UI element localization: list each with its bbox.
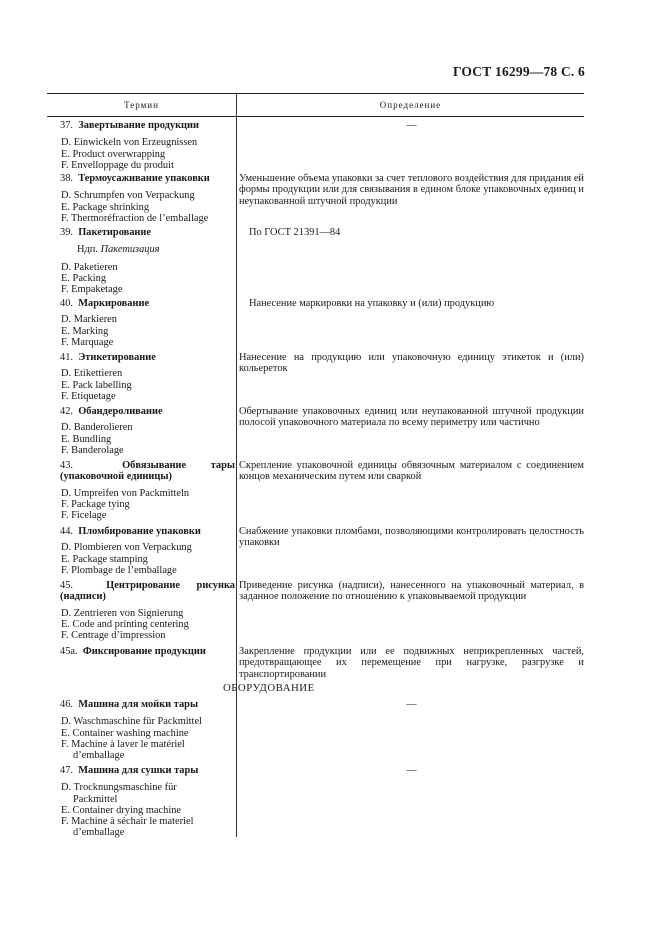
definition-cell: Нанесение на продукцию или упаковочную единицу этикеток и (или) кольереток — [239, 352, 584, 375]
term-french-cont: d’emballage — [73, 750, 125, 762]
term-french: F. Banderolage — [61, 444, 124, 456]
term-title: Пакетирование — [78, 227, 152, 238]
table-header — [47, 94, 584, 117]
term-number: 37. — [60, 120, 73, 131]
term-number: 47. — [60, 765, 73, 776]
term-title: Пломбирование упаковки — [78, 526, 201, 537]
definition-cell: Нанесение маркировки на упаковку и (или) продукцию — [249, 298, 495, 309]
term-title: Центрирование рисунка (надписи) — [60, 580, 235, 603]
term-number: 38. — [60, 173, 73, 184]
term-number: 40. — [60, 298, 73, 309]
definition-cell: Закрепление продукции или ее подвижных неприкрепленных частей, предотвращающее их перемещение при нагрузке, разгрузке и транспортировании — [239, 646, 584, 680]
column-divider — [236, 94, 237, 837]
term-french: F. Machine à séchair le materiel — [61, 816, 194, 828]
term-french: F. Machine à laver le matériel — [61, 738, 185, 750]
term-english: E. Container washing machine — [61, 727, 189, 739]
term-cell — [47, 406, 235, 456]
term-german: D. Paketieren — [61, 261, 118, 273]
definition-cell: Скрепление упаковочной единицы обвязочным материалом с соединением концов механическим путем или сваркой — [239, 460, 584, 483]
term-cell — [47, 352, 235, 402]
definition-cell: Уменьшение объема упаковки за счет теплового воздействия для придания ей формы продукции или для связывания в едином блоке упаковочных единиц и неупакованной штучной продукции — [239, 173, 584, 207]
term-cell — [47, 460, 235, 521]
term-number: 42. — [60, 406, 73, 417]
term-german-cont: Packmittel — [73, 793, 118, 805]
term-english: E. Container drying machine — [61, 804, 182, 816]
term-french: F. Thermoréfraction de l’emballage — [61, 212, 209, 224]
term-german: D. Zentrieren von Signierung — [61, 607, 184, 619]
definition-cell: — — [406, 699, 417, 710]
definition-cell: Обертывание упаковочных единиц или неупакованной штучной продукции полосой упаковочного материала по всему периметру или частично — [239, 406, 584, 429]
definition-cell: Приведение рисунка (надписи), нанесенного на упаковочный материал, в заданное положение по отношению к упаковываемой продукции — [239, 580, 584, 603]
term-cell — [47, 580, 235, 641]
term-title: Обандероливание — [78, 406, 163, 417]
term-english: E. Packing — [61, 272, 107, 284]
term-title: Термоусаживание упаковки — [78, 173, 210, 184]
term-cell — [47, 120, 235, 171]
term-english: E. Bundling — [61, 433, 112, 445]
term-title: Обвязывание тары (упаковочной единицы) — [60, 460, 236, 483]
section-title: ОБОРУДОВАНИЕ — [223, 682, 315, 694]
term-english: E. Code and printing centering — [61, 618, 189, 630]
term-title: Машина для сушки тары — [78, 765, 199, 776]
term-title: Фиксирование продукции — [82, 646, 206, 657]
term-cell — [47, 227, 235, 295]
definition-cell: — — [406, 120, 417, 131]
term-french: F. Envelloppage du produit — [61, 159, 174, 171]
term-cell — [47, 526, 235, 576]
term-french: F. Marquage — [61, 336, 114, 348]
definition-cell: Снабжение упаковки пломбами, позволяющими контролировать целостность упаковки — [239, 526, 584, 549]
term-number: 39. — [60, 227, 73, 238]
term-french: F. Empaketage — [61, 284, 123, 296]
term-title: Маркирование — [78, 298, 150, 309]
term-french: F. Plombage de l’emballage — [61, 564, 177, 576]
term-number: 45. — [60, 580, 73, 591]
definition-cell: По ГОСТ 21391—84 — [249, 227, 341, 238]
term-cell — [47, 646, 235, 657]
term-german: D. Plombieren von Verpackung — [61, 542, 192, 554]
term-german: D. Markieren — [61, 314, 117, 326]
term-french: F. Etiquetage — [61, 390, 116, 402]
definition-cell: — — [406, 765, 417, 776]
term-french: F. Ficelage — [61, 510, 107, 522]
term-title: Завертывание продукции — [78, 120, 200, 131]
term-german: D. Waschmaschine für Packmittel — [61, 716, 202, 728]
term-english: E. Package stamping — [61, 553, 148, 565]
term-title: Машина для мойки тары — [78, 699, 199, 710]
term-number: 44. — [60, 526, 73, 537]
column-term-header: Термин — [124, 100, 159, 110]
term-french-cont: d’emballage — [73, 827, 125, 839]
term-german: D. Umpreifen von Packmitteln — [61, 487, 190, 499]
term-number: 45a. — [60, 646, 78, 657]
term-cell — [47, 699, 235, 761]
term-english: F. Package tying — [61, 498, 130, 510]
term-number: 41. — [60, 352, 73, 363]
term-cell — [47, 298, 235, 348]
term-german: D. Einwickeln von Erzeugnissen — [61, 137, 198, 149]
term-german: D. Banderolieren — [61, 422, 133, 434]
term-german: D. Etikettieren — [61, 368, 123, 380]
term-number: 46. — [60, 699, 73, 710]
term-cell — [47, 173, 235, 224]
term-number: 43. — [60, 460, 73, 471]
term-english: E. Product overwrapping — [61, 148, 166, 160]
term-german: D. Trocknungsmaschine für — [61, 782, 177, 794]
term-cell — [47, 765, 235, 839]
column-definition-header: Определение — [379, 100, 442, 110]
term-english: E. Marking — [61, 325, 109, 337]
term-title: Этикетирование — [78, 352, 156, 363]
page-header: ГОСТ 16299—78 С. 6 — [452, 64, 585, 79]
deprecated-term: Ндп. Пакетизация — [77, 244, 160, 256]
term-french: F. Centrage d’impression — [61, 630, 166, 642]
term-german: D. Schrumpfen von Verpackung — [61, 190, 195, 202]
term-english: E. Pack labelling — [61, 379, 132, 391]
term-english: E. Package shrinking — [61, 201, 150, 213]
